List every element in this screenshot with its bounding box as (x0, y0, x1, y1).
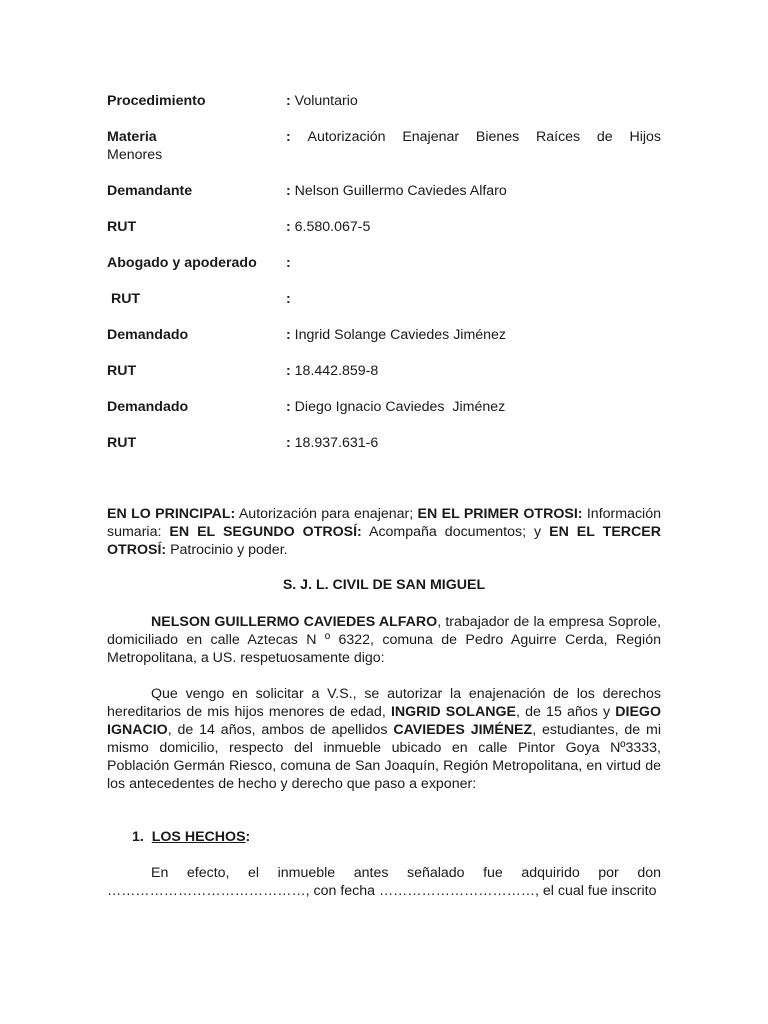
field-value: 18.937.631-6 (294, 435, 379, 451)
field-label: Demandante (107, 183, 193, 199)
summary-otrosi-2-text: Acompaña documentos; y (361, 524, 550, 540)
field-label: RUT (107, 291, 141, 307)
field-colon: : (286, 255, 291, 271)
field-colon: : (286, 93, 295, 109)
field-value: Ingrid Solange Caviedes Jiménez (294, 327, 507, 343)
facts-line-2: ……………………………………, con fecha ……………………………, el cual fue inscrito (107, 883, 657, 899)
facts-line-1: En efecto, el inmueble antes señalado fue adquirido por don (151, 865, 661, 881)
request-text-2: , de 15 años y (515, 704, 616, 720)
field-label: RUT (107, 435, 137, 451)
petitioner-name: NELSON GUILLERMO CAVIEDES ALFARO (151, 614, 438, 630)
field-value: Nelson Guillermo Caviedes Alfaro (294, 183, 507, 199)
summary-otrosi-1-label: EN EL PRIMER OTROSI: (417, 506, 583, 522)
field-label: Demandado (107, 327, 189, 343)
summary-principal-text: Autorización para enajenar; (235, 506, 418, 522)
section-suffix: : (245, 829, 251, 845)
field-value-continuation: Menores (107, 147, 163, 163)
field-label: RUT (107, 219, 137, 235)
field-colon: : (286, 291, 291, 307)
summary-otrosi-3-text: Patrocinio y poder. (166, 542, 288, 558)
field-value: Diego Ignacio Caviedes Jiménez (294, 399, 506, 415)
child-name-1: INGRID SOLANGE (390, 704, 516, 720)
field-label: Materia (107, 129, 157, 145)
field-colon: : (286, 183, 295, 199)
summary-otrosi-1-text: Información sumaria: (107, 506, 661, 540)
intro-text: , trabajador de la empresa Soprole, domiciliado en calle Aztecas N º 6322, comuna de Pedro Aguirre Cerda, Región Metropolitana, a US. respetuosamente digo: (107, 614, 661, 666)
request-text-3: , de 14 años, ambos de apellidos (167, 722, 394, 738)
field-label: Demandado (107, 399, 189, 415)
field-colon: : (286, 129, 308, 145)
request-text-1: Que vengo en solicitar a V.S., se autorizar la enajenación de los derechos hereditarios de mis hijos menores de edad, (107, 686, 661, 720)
section-heading-hechos (132, 828, 250, 846)
child-name-2: DIEGO IGNACIO (107, 704, 661, 738)
summary-otrosi-3-label: EN EL TERCER OTROSÍ: (107, 524, 661, 558)
field-colon: : (286, 435, 295, 451)
field-colon: : (286, 219, 295, 235)
court-heading: S. J. L. CIVIL DE SAN MIGUEL (282, 577, 486, 593)
section-title: LOS HECHOS (151, 829, 246, 845)
field-colon: : (286, 327, 295, 343)
field-value: Voluntario (294, 93, 358, 109)
field-value: 18.442.859-8 (294, 363, 379, 379)
children-surnames: CAVIEDES JIMÉNEZ (393, 722, 533, 738)
field-label: Abogado y apoderado (107, 255, 257, 271)
field-value: 6.580.067-5 (294, 219, 371, 235)
field-label: RUT (107, 363, 137, 379)
section-number: 1. (132, 829, 144, 845)
summary-otrosi-2-label: EN EL SEGUNDO OTROSÍ: (169, 524, 362, 540)
request-text-4: , estudiantes, de mi mismo domicilio, respecto del inmueble ubicado en calle Pintor Goya Nº3333, Población Germán Riesco, comuna de San Joaquín, Región Metropolitana, en virtud de los antecedentes de hecho y derecho que paso a exponer: (107, 722, 662, 792)
summary-principal-label: EN LO PRINCIPAL: (107, 506, 236, 522)
field-value: Autorización Enajenar Bienes Raíces de Hijos (307, 129, 661, 145)
field-label: Procedimiento (107, 93, 206, 109)
field-colon: : (286, 399, 295, 415)
summary-paragraph (107, 505, 661, 559)
field-colon: : (286, 363, 295, 379)
request-paragraph (107, 685, 661, 793)
intro-paragraph (107, 613, 661, 667)
